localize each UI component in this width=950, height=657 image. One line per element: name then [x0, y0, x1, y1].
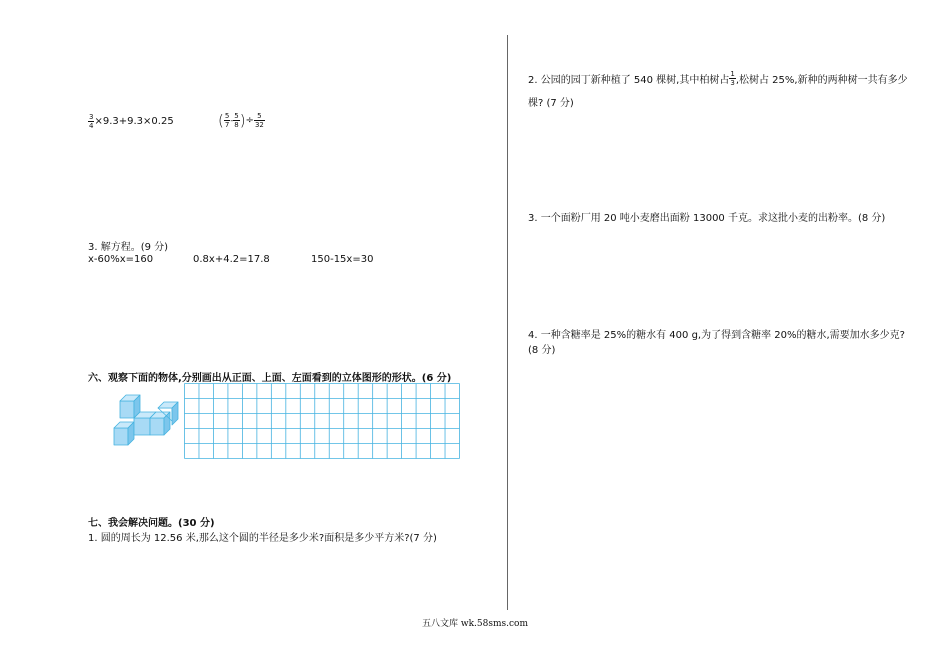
equation-1: x-60%x=160	[88, 254, 154, 265]
question-3-right: 3. 一个面粉厂用 20 吨小麦磨出面粉 13000 千克。求这批小麦的出粉率。(8 分)	[528, 213, 886, 224]
question-2-line-1: 2. 公园的园丁新种植了 540 棵树,其中柏树占 $\frac{1}{3}$ ,松树占 25%,新种的两种树一共有多少	[528, 70, 908, 87]
fraction: $\frac{3}{4}$	[89, 113, 94, 130]
fraction: $\frac{5}{7}$	[224, 112, 230, 129]
question-4-line-2: (8 分)	[528, 345, 556, 356]
equation-3: 150-15x=30	[311, 254, 374, 265]
cube-figure	[110, 391, 182, 447]
expression-1: $\frac{3}{4}$ ×9.3+9.3×0.25	[89, 113, 174, 130]
fraction: $\frac{1}{3}$	[730, 70, 735, 87]
fraction: $\frac{5}{32}$	[254, 112, 264, 129]
expression-2: ( $\frac{5}{7}$ - $\frac{5}{8}$ )÷ $\frac{5}{32}$	[218, 111, 264, 130]
question-3-title: 3. 解方程。(9 分)	[88, 242, 169, 253]
question-7-1: 1. 圆的周长为 12.56 米,那么这个圆的半径是多少米?面积是多少平方米?(7 分)	[88, 533, 437, 544]
section-6-title: 六、观察下面的物体,分别画出从正面、上面、左面看到的立体图形的形状。(6 分)	[88, 373, 452, 384]
equation-2: 0.8x+4.2=17.8	[193, 254, 270, 265]
section-7-title: 七、我会解决问题。(30 分)	[88, 518, 215, 529]
question-4-line-1: 4. 一种含糖率是 25%的糖水有 400 g,为了得到含糖率 20%的糖水,需要加水多少克?	[528, 330, 905, 341]
column-divider	[507, 35, 508, 610]
fraction: $\frac{5}{8}$	[234, 112, 239, 129]
question-2-line-2: 棵? (7 分)	[528, 98, 574, 109]
drawing-grid[interactable]	[184, 383, 460, 460]
footer-watermark: 五八文库 wk.58sms.com	[422, 619, 528, 629]
